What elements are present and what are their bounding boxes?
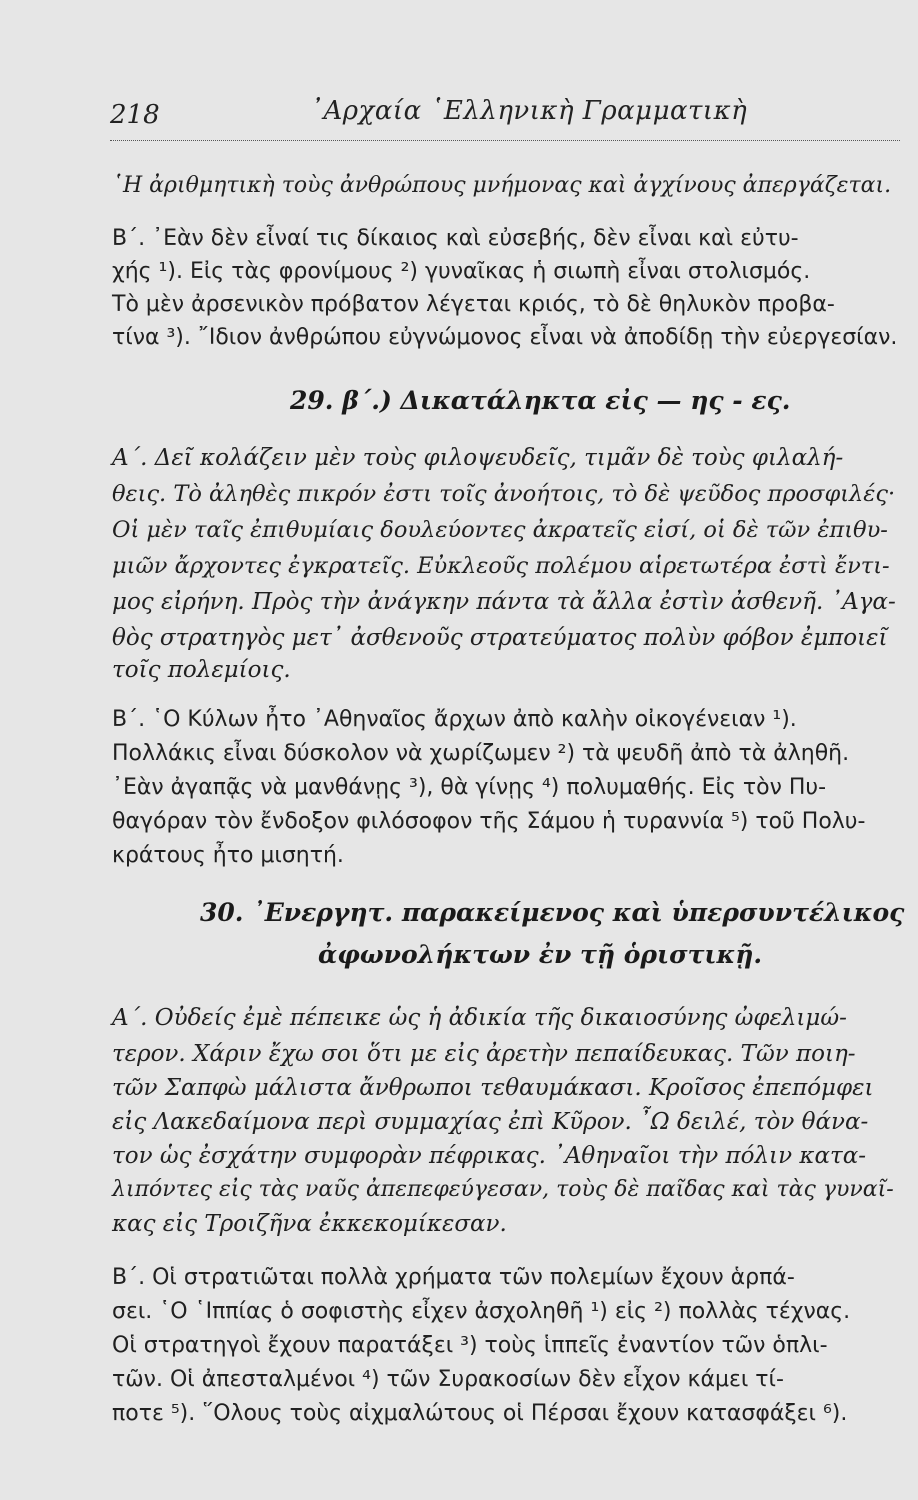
text-line: ῾Η ἀριθμητικὴ τοὺς ἀνθρώπους μνήμονας καὶ ἀγχίνους ἀπεργάζεται. [112, 173, 892, 198]
text-line: λιπόντες εἰς τὰς ναῦς ἀπεπεφεύγεσαν, τοὺς δὲ παῖδας καὶ τὰς γυναῖ- [112, 1177, 894, 1202]
text-line: κας εἰς Τροιζῆνα ἐκκεκομίκεσαν. [112, 1211, 507, 1237]
text-line: σει. ῾Ο ῾Ιππίας ὁ σοφιστὴς εἶχεν ἀσχοληθῆ ¹) εἰς ²) πολλὰς τέχνας. [112, 1299, 851, 1324]
text-line: Τὸ μὲν ἀρσενικὸν πρόβατον λέγεται κριός, τὸ δὲ θηλυκὸν προβα- [112, 292, 835, 317]
text-line: εἰς Λακεδαίμονα περὶ συμμαχίας ἐπὶ Κῦρον. ῏Ω δειλέ, τὸν θάνα- [112, 1109, 869, 1135]
section-heading-30: 30. ᾿Ενεργητ. παρακείμενος καὶ ὑπερσυντέλικος [200, 898, 905, 927]
text-line: Β΄. Οἱ στρατιῶται πολλὰ χρήματα τῶν πολεμίων ἔχουν ἁρπά- [112, 1265, 795, 1290]
text-line: τῶν Σαπφὼ μάλιστα ἄνθρωποι τεθαυμάκασι. Κροῖσος ἐπεπόμφει [112, 1075, 874, 1101]
text-line: θαγόραν τὸν ἔνδοξον φιλόσοφον τῆς Σάμου ἡ τυραννία ⁵) τοῦ Πολυ- [112, 809, 866, 834]
text-line: Β΄. ᾿Εὰν δὲν εἶναί τις δίκαιος καὶ εὐσεβής, δὲν εἶναι καὶ εὐτυ- [112, 226, 799, 251]
page-number: 218 [110, 100, 160, 130]
text-line: θεις. Τὸ ἀληθὲς πικρόν ἐστι τοῖς ἀνοήτοις, τὸ δὲ ψεῦδος προσφιλές· [112, 481, 896, 507]
text-line: Πολλάκις εἶναι δύσκολον νὰ χωρίζωμεν ²) τὰ ψευδῆ ἀπὸ τὰ ἀληθῆ. [112, 741, 850, 766]
text-line: Α΄. Δεῖ κολάζειν μὲν τοὺς φιλοψευδεῖς, τιμᾶν δὲ τοὺς φιλαλή- [112, 445, 844, 471]
section-heading-30-continued: ἀφωνολήκτων ἐν τῇ ὁριστικῇ. [318, 940, 763, 969]
text-line: τοῖς πολεμίοις. [112, 657, 291, 683]
text-line: θὸς στρατηγὸς μετ᾿ ἀσθενοῦς στρατεύματος πολὺν φόβον ἐμποιεῖ [112, 625, 888, 651]
text-line: Β΄. ῾Ο Κύλων ἦτο ᾿Αθηναῖος ἄρχων ἀπὸ καλὴν οἰκογένειαν ¹). [112, 707, 797, 732]
text-line: ᾿Εὰν ἀγαπᾷς νὰ μανθάνῃς ³), θὰ γίνῃς ⁴) πολυμαθής. Εἰς τὸν Πυ- [112, 775, 827, 800]
text-line: Οἱ μὲν ταῖς ἐπιθυμίαις δουλεύοντες ἀκρατεῖς εἰσί, οἱ δὲ τῶν ἐπιθυ- [112, 517, 888, 543]
text-line: μος εἰρήνη. Πρὸς τὴν ἀνάγκην πάντα τὰ ἄλλα ἐστὶν ἀσθενῆ. ᾿Αγα- [112, 589, 896, 615]
running-title: ᾿Αρχαία ῾Ελληνικὴ Γραμματικὴ [310, 96, 748, 126]
text-line: τερον. Χάριν ἔχω σοι ὅτι με εἰς ἀρετὴν πεπαίδευκας. Τῶν ποιη- [112, 1041, 856, 1067]
text-line: μιῶν ἄρχοντες ἐγκρατεῖς. Εὐκλεοῦς πολέμου αἱρετωτέρα ἐστὶ ἔντι- [112, 553, 890, 579]
section-heading-29: 29. β΄.) Δικατάληκτα εἰς — ης - ες. [290, 386, 791, 415]
text-line: τῶν. Οἱ ἀπεσταλμένοι ⁴) τῶν Συρακοσίων δὲν εἶχον κάμει τί- [112, 1367, 784, 1392]
text-line: χής ¹). Εἰς τὰς φρονίμους ²) γυναῖκας ἡ σιωπὴ εἶναι στολισμός. [112, 259, 811, 284]
text-line: κράτους ἦτο μισητή. [112, 843, 344, 868]
text-line: τον ὡς ἐσχάτην συμφορὰν πέφρικας. ᾿Αθηναῖοι τὴν πόλιν κατα- [112, 1143, 867, 1169]
text-line: ποτε ⁵). ῞Ολους τοὺς αἰχμαλώτους οἱ Πέρσαι ἔχουν κατασφάξει ⁶). [112, 1401, 848, 1426]
text-line: Α΄. Οὐδείς ἐμὲ πέπεικε ὡς ἡ ἀδικία τῆς δικαιοσύνης ὠφελιμώ- [112, 1005, 847, 1031]
page-header [110, 96, 900, 141]
text-line: τίνα ³). ῎Ιδιον ἀνθρώπου εὐγνώμονος εἶναι νὰ ἀποδίδῃ τὴν εὐεργεσίαν. [112, 325, 898, 350]
text-line: Οἱ στρατηγοὶ ἔχουν παρατάξει ³) τοὺς ἱππεῖς ἐναντίον τῶν ὁπλι- [112, 1333, 828, 1358]
